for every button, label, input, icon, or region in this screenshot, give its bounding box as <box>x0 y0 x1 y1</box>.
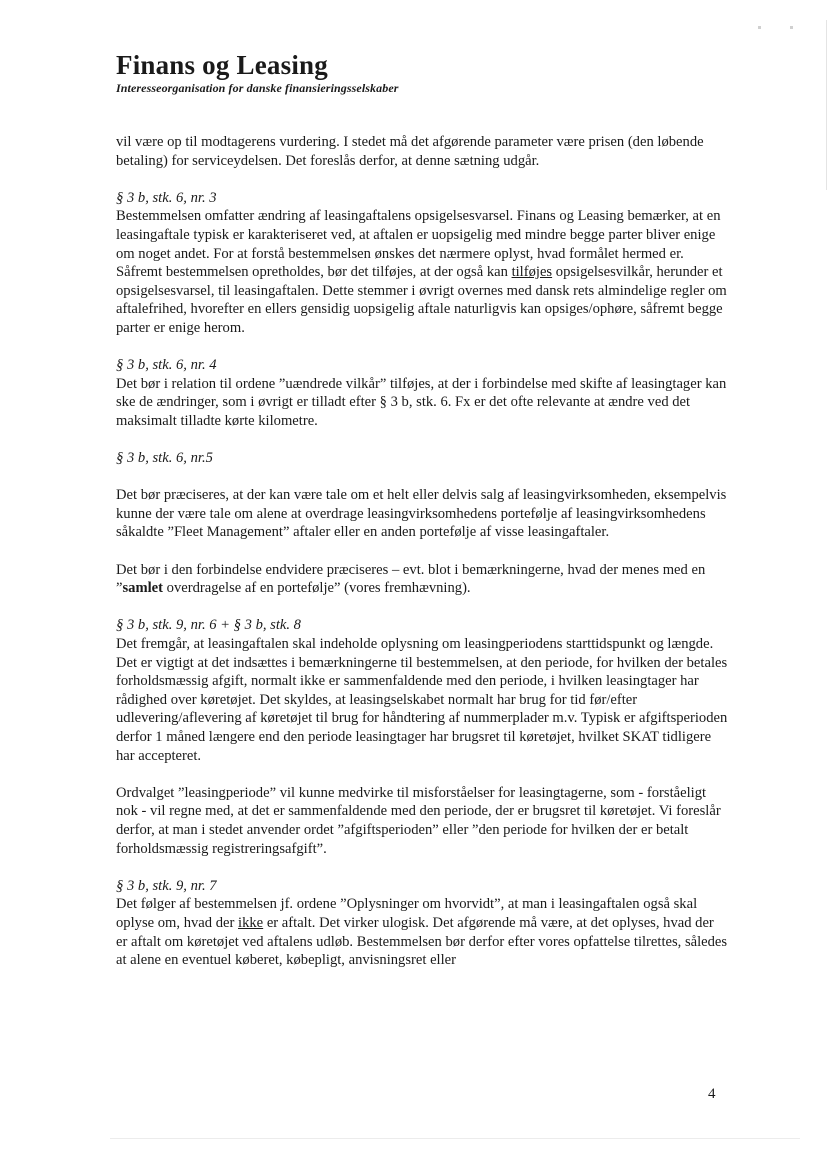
scan-speck <box>758 26 761 29</box>
body-paragraph: vil være op til modtagerens vurdering. I stedet må det afgørende parameter være prisen (den løbende betaling) for serviceydelsen. Det foreslås derfor, at denne sætning udgår. <box>116 134 704 169</box>
organization-subtitle: Interesseorganisation for danske finansieringsselskaber <box>116 81 399 95</box>
organization-title: Finans og Leasing <box>116 50 328 80</box>
bold-word: samlet <box>122 580 164 597</box>
section-heading: § 3 b, stk. 6, nr. 4 <box>116 357 217 374</box>
underlined-word: ikke <box>238 914 264 931</box>
section-heading: § 3 b, stk. 6, nr.5 <box>116 450 213 467</box>
scan-speck <box>790 26 793 29</box>
body-paragraph: Det bør i relation til ordene ”uændrede vilkår” tilføjes, at der i forbindelse med skifte af leasingtager kan ske de ændringer, som i øvrigt er tilladt efter § 3 b, stk. 6. Fx er det ofte relevante at ændre ved det maksimalt tilladte kørte kilometre. <box>116 375 727 429</box>
letterhead <box>116 50 399 96</box>
body-paragraph: Bestemmelsen omfatter ændring af leasingaftalens opsigelsesvarsel. Finans og Leasing bemærker, at en leasingaftale typisk er karakteriseret ved, at aftalen er uopsigelig med mindre begge parter bliver enige om noget andet. For at forstå bestemmelsen ønskes det nærmere oplyst, hvad formålet hermed er. Såfremt bestemmelsen opretholdes, bør det tilføjes, at der også kan tilføjes opsigelsesvilkår, herunder et opsigelsesvarsel, til leasingaftalen. Dette stemmer i øvrigt overnes med dansk rets almindelige regler om aftalefrihed, hvorefter en ellers gensidig uopsigelig aftale naturligvis kan opsiges/ophøre, såfremt begge parter er enige herom. <box>116 208 727 336</box>
document-body <box>116 133 728 970</box>
section-heading: § 3 b, stk. 9, nr. 6 + § 3 b, stk. 8 <box>116 617 301 634</box>
body-paragraph: Det følger af bestemmelsen jf. ordene ”Oplysninger om hvorvidt”, at man i leasingaftalen også skal oplyse om, hvad der ikke er aftalt. Det virker ulogisk. Det afgørende må være, at det oplyses, hvad der er aftalt om køretøjet ved aftalens udløb. Bestemmelsen bør derfor efter vores opfattelse tilrettes, således at alene en eventuel køberet, købepligt, anvisningsret eller <box>116 896 728 969</box>
underlined-word: tilføjes <box>511 264 553 281</box>
section-heading: § 3 b, stk. 6, nr. 3 <box>116 189 217 206</box>
page-number: 4 <box>708 1086 716 1102</box>
section-heading: § 3 b, stk. 9, nr. 7 <box>116 877 217 894</box>
scan-edge <box>110 1138 800 1139</box>
body-paragraph: Det fremgår, at leasingaftalen skal indeholde oplysning om leasingperiodens starttidspunkt og længde. Det er vigtigt at det indsættes i bemærkningerne til bestemmelsen, at den periode, for hvilken der betales forholdsmæssig afgift, normalt ikke er sammenfaldende med den periode, i hvilken leasingtager har rådighed over køretøjet. Det skyldes, at leasingselskabet normalt har brug for tid før/efter udlevering/aflevering af køretøjet til brug for håndtering af nummerplader m.v. Typisk er afgiftsperioden derfor 1 måned længere end den periode leasingtager har brugsret til køretøjet, hvilket SKAT tidligere har accepteret. <box>116 636 728 764</box>
body-paragraph: Det bør præciseres, at der kan være tale om et helt eller delvis salg af leasingvirksomheden, eksempelvis kunne der være tale om alene at overdrage leasingvirksomhedens portefølje af leasingvirksomhedens såkaldte ”Fleet Management” aftaler eller en anden portefølje af visse leasingaftaler. <box>116 487 727 541</box>
body-paragraph: Ordvalget ”leasingperiode” vil kunne medvirke til misforståelser for leasingtagerne, som - forståeligt nok - vil regne med, at det er sammenfaldende med den periode, der er brugsret til køretøjet. Vi foreslår derfor, at man i stedet anvender ordet ”afgiftsperioden” eller ”den periode for hvilken der er betalt forholdsmæssig registreringsafgift”. <box>116 784 721 857</box>
body-paragraph: Det bør i den forbindelse endvidere præciseres – evt. blot i bemærkningerne, hvad der menes med en ”samlet overdragelse af en portefølje” (vores fremhævning). <box>116 561 706 597</box>
